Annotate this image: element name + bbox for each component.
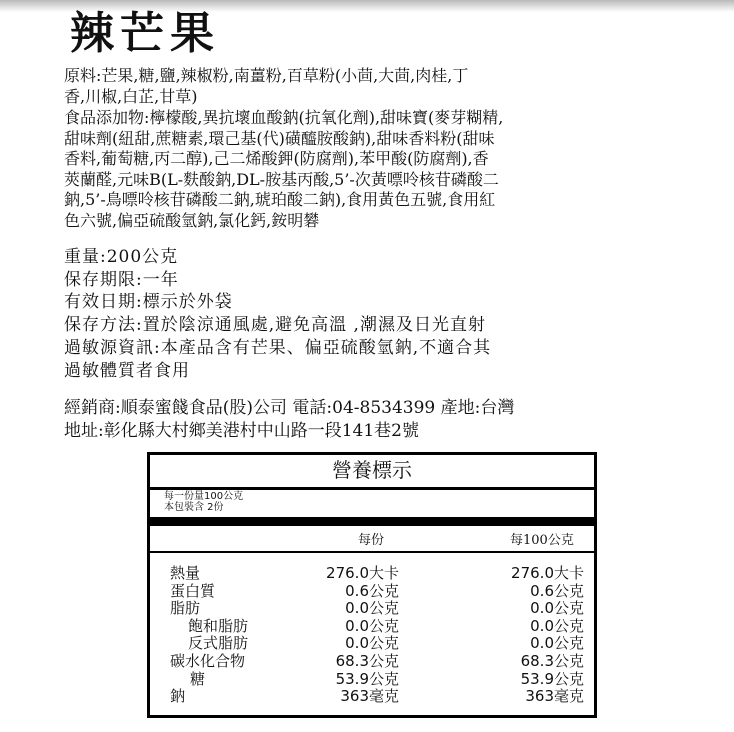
- value-per-100g: 0.0公克: [530, 599, 584, 618]
- nutrient-name: 反式脂肪: [188, 634, 249, 653]
- nutrition-row: [150, 600, 594, 618]
- shelf-life-line: 保存期限:一年: [64, 269, 179, 290]
- column-header-per-serving: 每份: [358, 533, 385, 548]
- serving-info: [164, 491, 243, 513]
- contact-block: [64, 397, 704, 442]
- nutrition-row: [150, 565, 594, 583]
- servings-per-package: 本包裝含 2份: [164, 502, 224, 513]
- weight-line: 重量:200公克: [64, 247, 179, 267]
- nutrition-row: [150, 618, 594, 636]
- additives-line: 鈉,5’-鳥嘌呤核苷磷酸二鈉,琥珀酸二鈉),食用黃色五號,食用紅: [64, 190, 496, 209]
- value-per-serving: 0.6公克: [345, 581, 399, 600]
- nutrition-divider: [150, 487, 594, 490]
- allergen-line: 過敏源資訊:本產品含有芒果、偏亞硫酸氫鈉,不適合其: [64, 337, 492, 358]
- value-per-100g: 53.9公克: [520, 669, 584, 688]
- ingredients-line: 香,川椒,白芷,甘草): [64, 86, 198, 106]
- storage-info-block: [64, 246, 704, 382]
- additives-line: 食品添加物:檸檬酸,異抗壞血酸鈉(抗氧化劑),甜味寶(麥芽糊精,: [64, 108, 504, 127]
- value-per-serving: 0.0公克: [345, 599, 399, 618]
- nutrient-name: 碳水化合物: [170, 651, 246, 670]
- additives-line: 莢蘭醛,元味B(L-麩酸鈉,DL-胺基丙酸,5’-次黃嘌呤核苷磷酸二: [64, 169, 499, 189]
- ingredients-block: [64, 66, 704, 107]
- value-per-100g: 0.0公克: [530, 634, 584, 653]
- value-per-serving: 0.0公克: [345, 616, 399, 635]
- nutrition-row: [150, 583, 594, 601]
- nutrient-name: 蛋白質: [170, 581, 216, 600]
- value-per-serving: 276.0大卡: [326, 564, 399, 582]
- expiry-line: 有效日期:標示於外袋: [64, 292, 233, 313]
- nutrition-row: [150, 671, 594, 689]
- nutrient-name: 熱量: [170, 564, 201, 582]
- value-per-serving: 0.0公克: [345, 634, 399, 653]
- value-per-100g: 68.3公克: [520, 651, 584, 670]
- value-per-100g: 363毫克: [525, 687, 584, 706]
- additives-block: [64, 108, 704, 231]
- nutrition-facts-table: [147, 452, 597, 718]
- additives-line: 色六號,偏亞硫酸氫鈉,氯化鈣,銨明礬: [64, 210, 320, 230]
- column-header-per-100g: 每100公克: [510, 533, 574, 548]
- value-per-100g: 276.0大卡: [511, 564, 584, 582]
- storage-method-line: 保存方法:置於陰涼通風處,避免高溫 ,潮濕及日光直射: [64, 315, 486, 336]
- value-per-100g: 0.6公克: [530, 581, 584, 600]
- nutrient-name: 鈉: [170, 687, 186, 706]
- nutrition-title: 營養標示: [332, 458, 412, 482]
- allergen-line-cont: 過敏體質者食用: [64, 360, 190, 381]
- nutrient-name: 脂肪: [170, 599, 201, 618]
- nutrient-name: 糖: [190, 669, 206, 688]
- value-per-100g: 0.0公克: [530, 616, 584, 635]
- ingredients-line: 原料:芒果,糖,鹽,辣椒粉,南薑粉,百草粉(小茴,大茴,肉桂,丁: [64, 66, 469, 85]
- nutrition-row: [150, 653, 594, 671]
- product-title: 辣芒果: [70, 8, 220, 59]
- nutrition-row: [150, 688, 594, 706]
- nutrition-divider-thick: [150, 517, 594, 526]
- nutrient-name: 飽和脂肪: [188, 616, 249, 635]
- distributor-line: 經銷商:順泰蜜餞食品(股)公司 電話:04-8534399 產地:台灣: [64, 398, 515, 418]
- address-line: 地址:彰化縣大村鄉美港村中山路一段141巷2號: [64, 420, 419, 441]
- nutrition-rows: [150, 565, 594, 706]
- additives-line: 香料,葡萄糖,丙二醇),己二烯酸鉀(防腐劑),苯甲酸(防腐劑),香: [64, 149, 489, 168]
- nutrition-divider: [150, 551, 594, 553]
- value-per-serving: 68.3公克: [335, 651, 399, 670]
- serving-size: 每一份量100公克: [164, 491, 244, 502]
- value-per-serving: 53.9公克: [335, 669, 399, 688]
- nutrition-row: [150, 635, 594, 653]
- additives-line: 甜味劑(紐甜,蔗糖素,環己基(代)磺醯胺酸鈉),甜味香料粉(甜味: [64, 128, 495, 148]
- value-per-serving: 363毫克: [340, 687, 399, 706]
